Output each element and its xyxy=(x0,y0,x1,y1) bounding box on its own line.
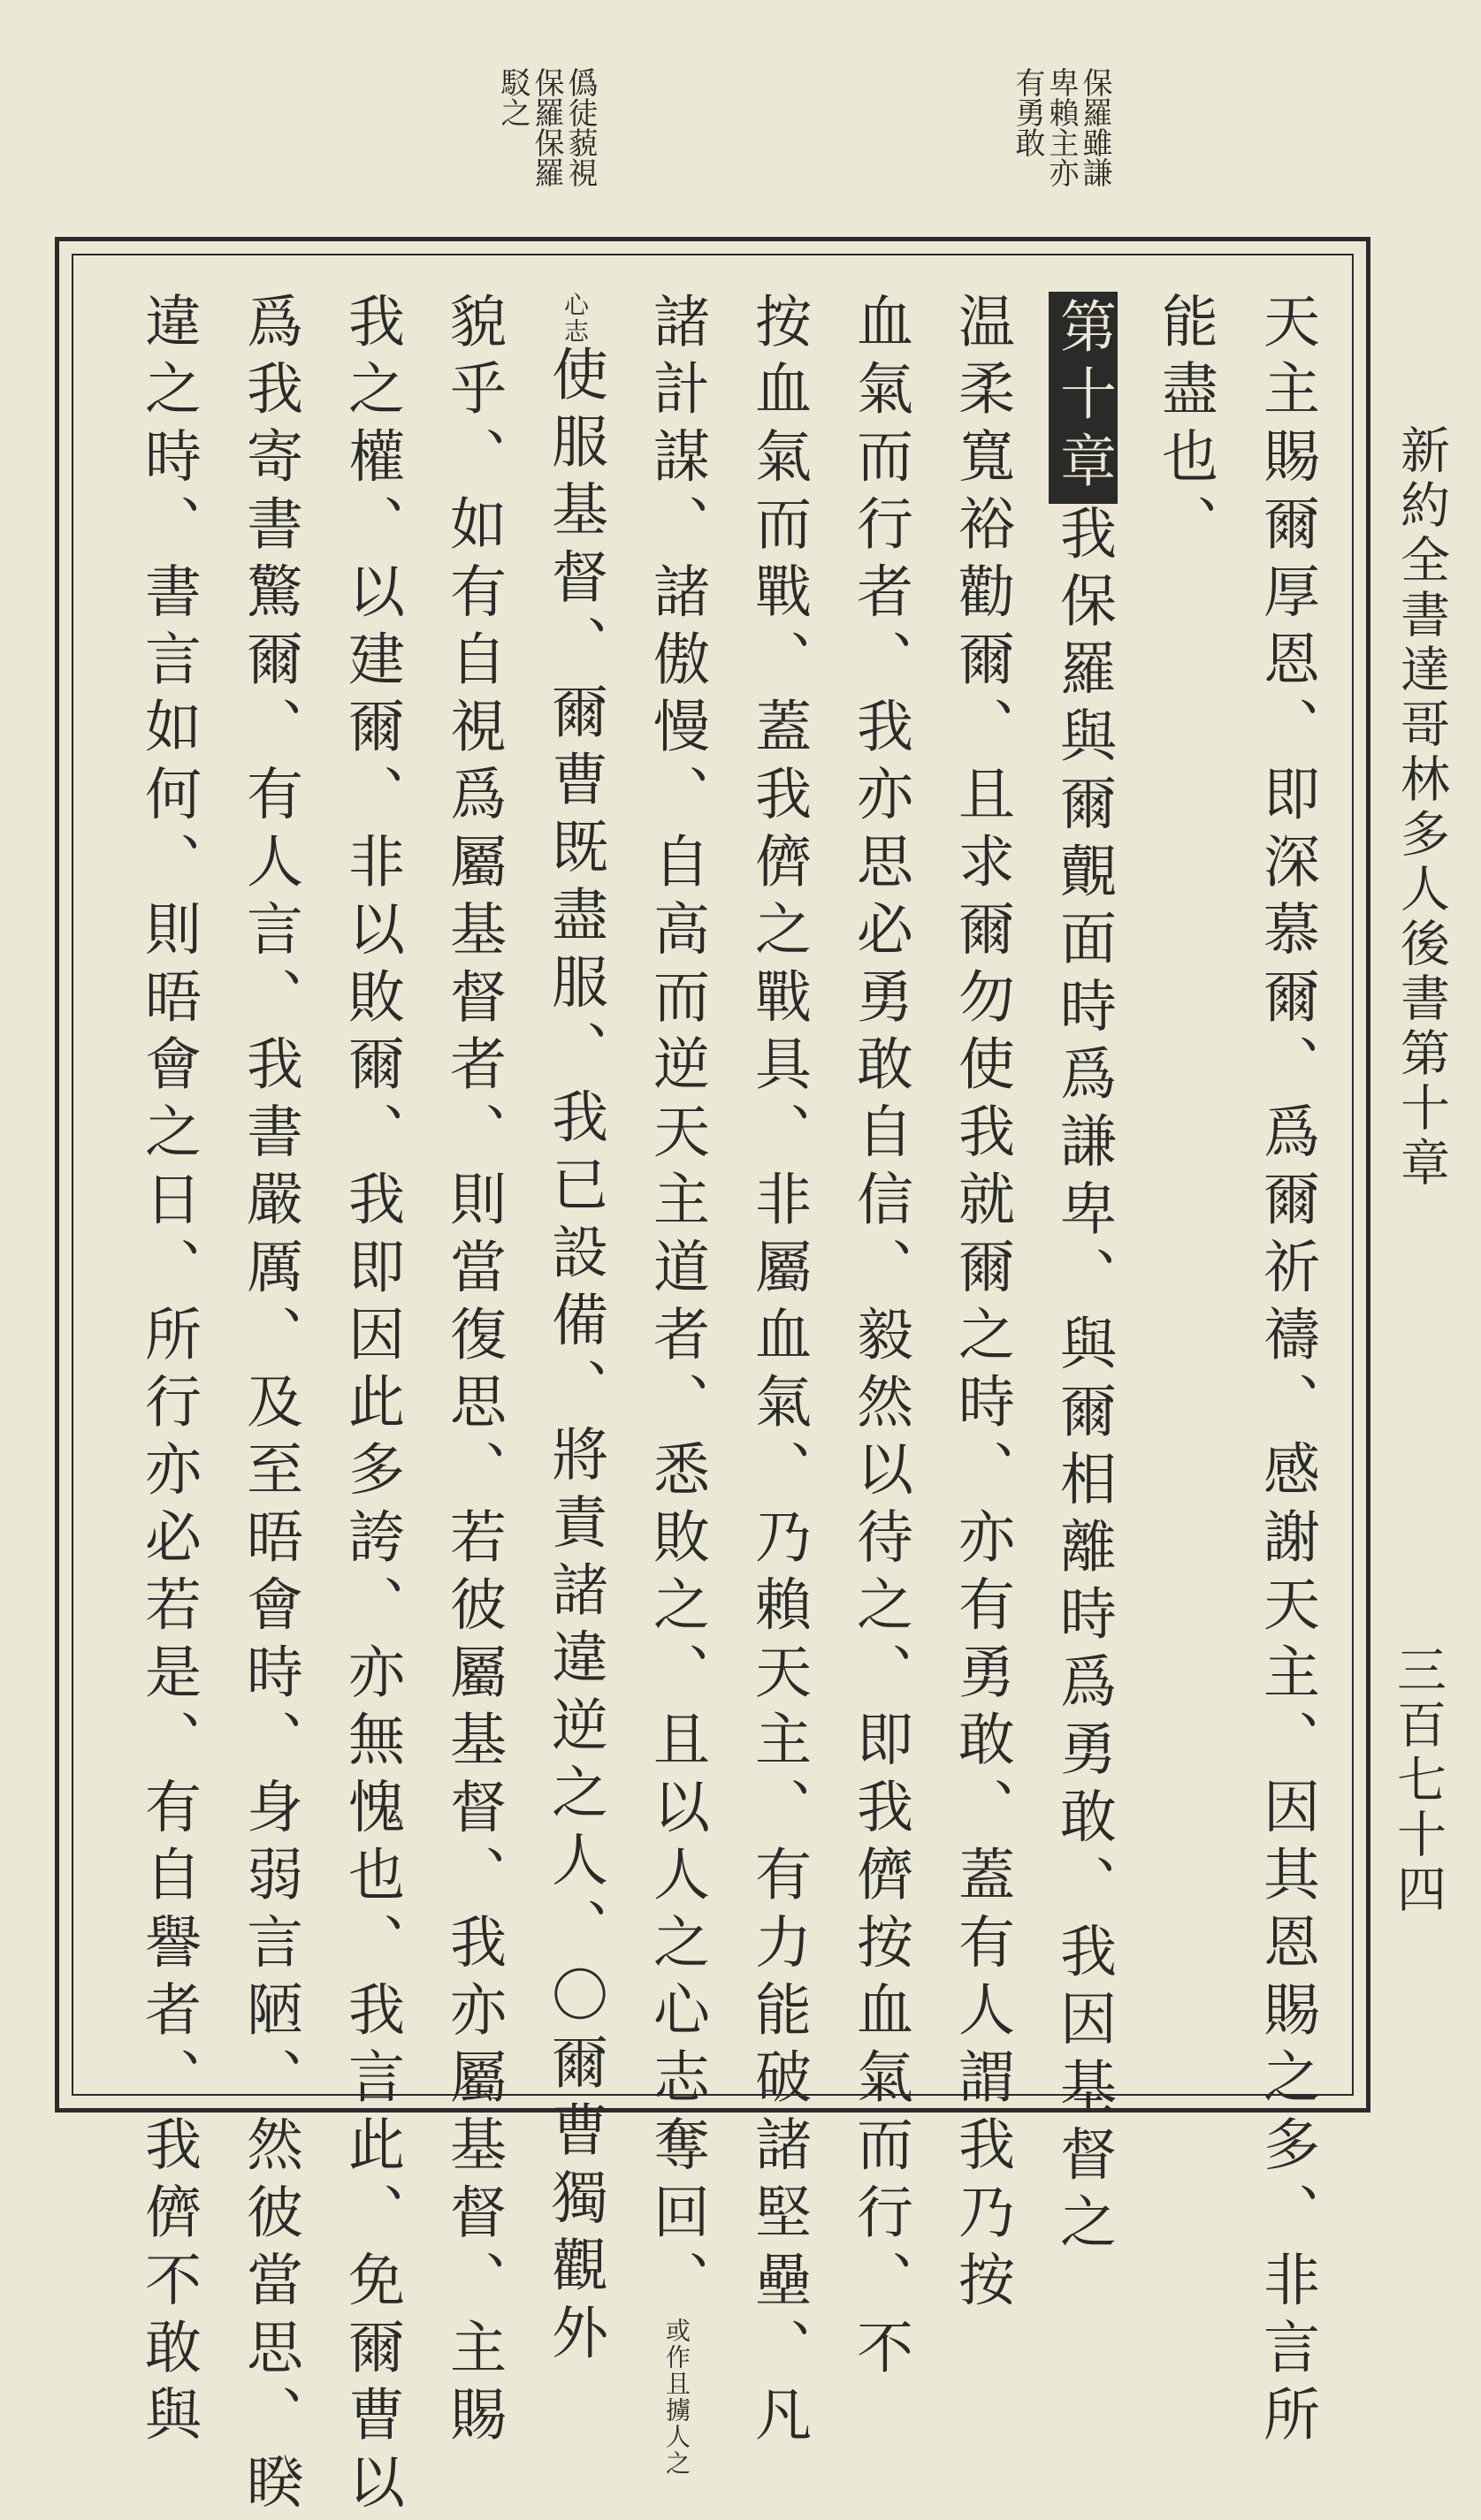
margin-note-false-apostles xyxy=(496,67,597,235)
text-column-7-body: 諸計謀、諸傲慢、自高而逆天主道者、悉敗之、且以人之心志奪回、 xyxy=(644,292,709,2318)
running-header xyxy=(1393,424,1450,1191)
text-column-3-body: 我保羅與爾覿面時爲謙卑、與爾相離時爲勇敢、我因基督之 xyxy=(1050,504,1116,2260)
section-title: 達哥林多人後書 xyxy=(1393,643,1450,1027)
body-text xyxy=(106,292,1335,2520)
margin-note-line: 保羅雖謙 xyxy=(1077,67,1112,187)
chapter-heading: 第十章 xyxy=(1393,1027,1450,1191)
margin-note-line: 僞徒藐視 xyxy=(562,67,598,187)
text-column-8-body: 使服基督、爾曹既盡服、我已設備、將責諸違逆之人、〇爾曹獨觀外 xyxy=(542,345,607,2371)
text-column-4: 温柔寬裕勸爾、且求爾勿使我就爾之時、亦有勇敢、蓋有人謂我乃按 xyxy=(949,292,1014,2318)
inline-note-alt-reading: 或作且擄人之 xyxy=(662,2318,691,2477)
margin-note-line: 保羅保羅 xyxy=(529,67,564,187)
text-column-9: 貌乎、如有自視爲屬基督者、則當復思、若彼屬基督、我亦屬基督、主賜 xyxy=(440,292,506,2453)
book-title: 新約全書 xyxy=(1393,424,1450,643)
text-column-7 xyxy=(628,292,725,2477)
text-column-8 xyxy=(526,292,623,2371)
text-column-3 xyxy=(1034,292,1132,2260)
margin-note-humility xyxy=(1011,67,1111,235)
text-column-2: 能盡也、 xyxy=(1152,292,1218,562)
margin-note-line: 有勇敢 xyxy=(1010,67,1045,157)
text-column-12: 違之時、書言如何、則晤會之日、所行亦必若是、有自譽者、我儕不敢與 xyxy=(135,292,201,2453)
page-number: 三百七十四 xyxy=(1389,1644,1447,1918)
text-column-11: 爲我寄書驚爾、有人言、我書嚴厲、及至晤會時、身弱言陋、然彼當思、睽 xyxy=(237,292,302,2520)
inline-note-heart-mind: 心志 xyxy=(561,292,590,345)
text-column-10: 我之權、以建爾、非以敗爾、我即因此多誇、亦無愧也、我言此、免爾曹以 xyxy=(339,292,404,2520)
margin-note-line: 卑賴主亦 xyxy=(1043,67,1079,187)
text-column-1: 天主賜爾厚恩、即深慕爾、爲爾祈禱、感謝天主、因其恩賜之多、非言所 xyxy=(1254,292,1319,2453)
chapter-label: 第十章 xyxy=(1049,292,1118,504)
margin-note-line: 駁之 xyxy=(495,67,531,127)
text-column-6: 按血氣而戰、蓋我儕之戰具、非屬血氣、乃賴天主、有力能破諸堅壘、凡 xyxy=(745,292,811,2453)
text-column-5: 血氣而行者、我亦思必勇敢自信、毅然以待之、即我儕按血氣而行、不 xyxy=(847,292,912,2386)
